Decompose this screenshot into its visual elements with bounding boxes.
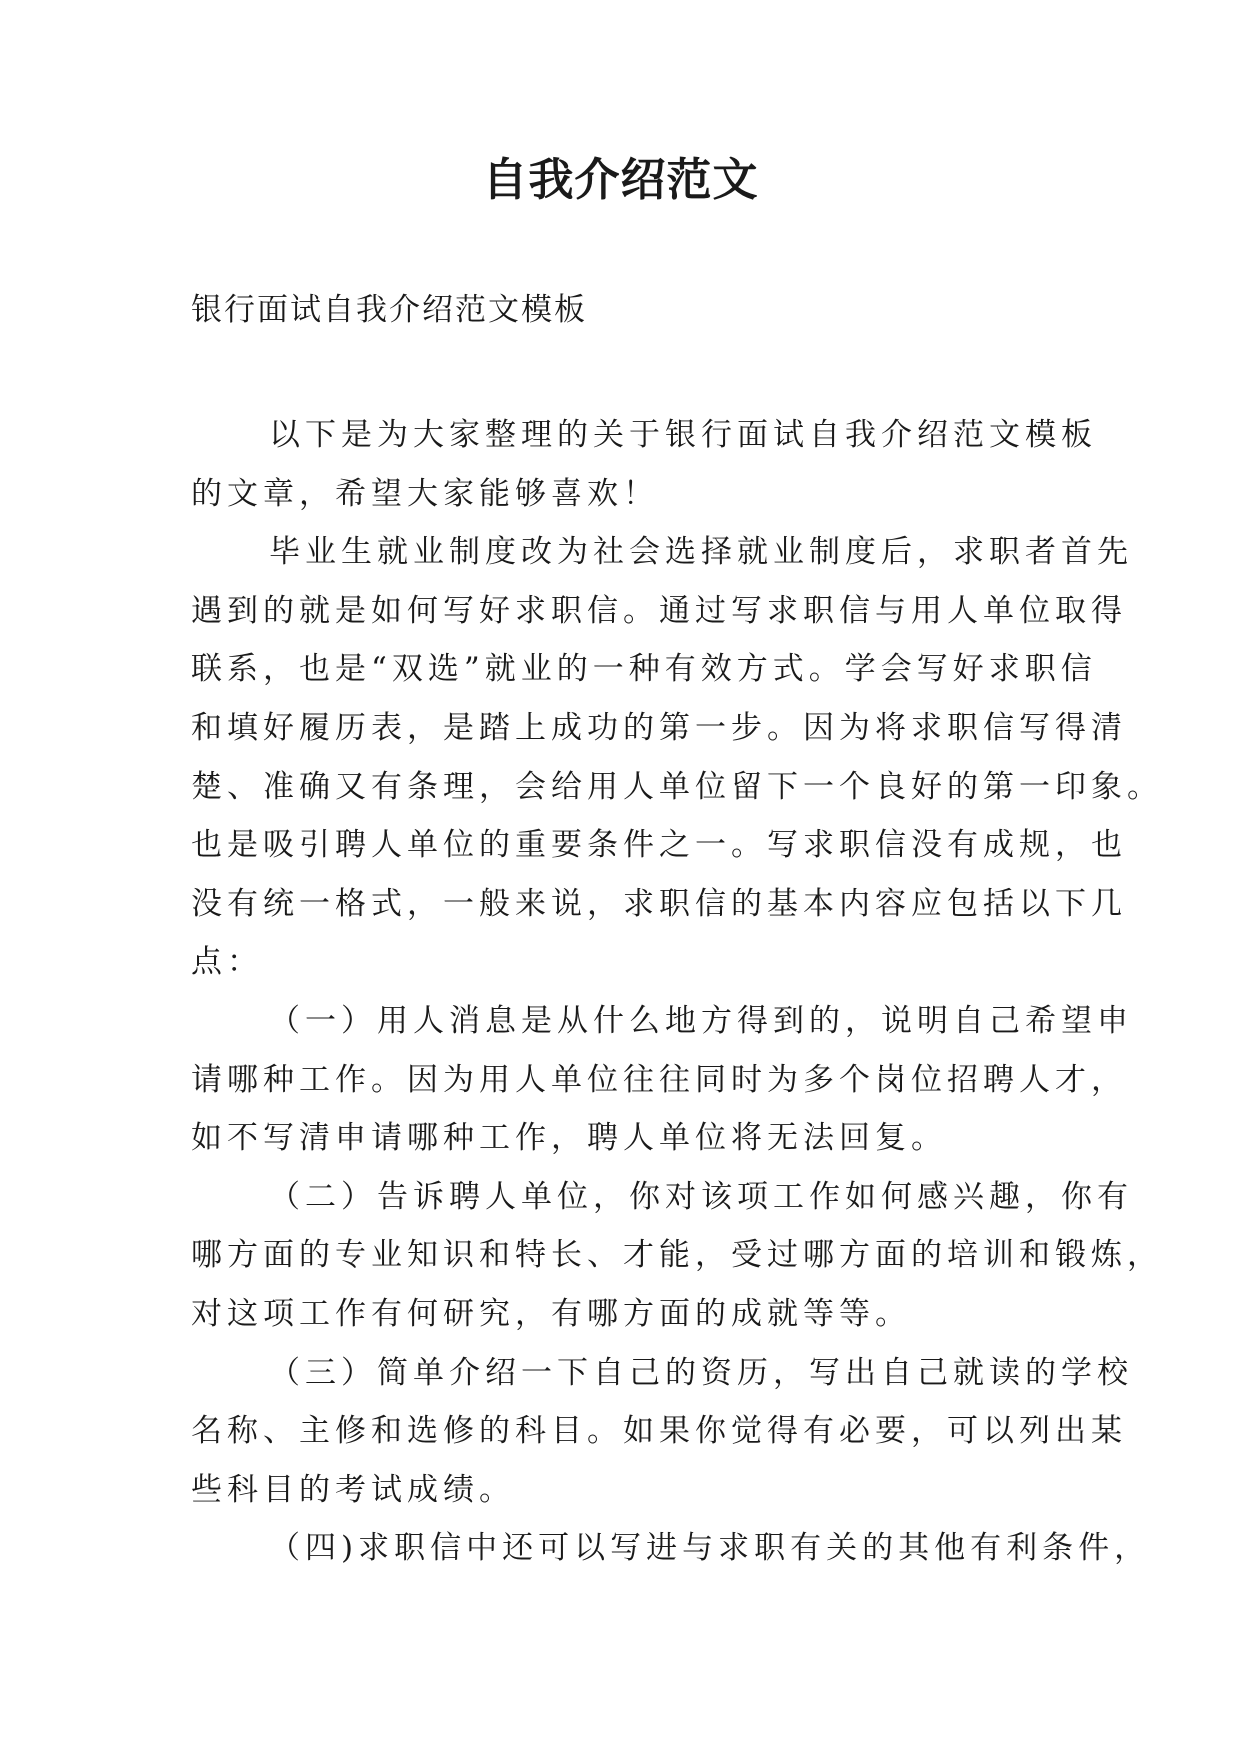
paragraph-line: 楚、准确又有条理，会给用人单位留下一个良好的第一印象。 — [191, 768, 1163, 805]
body-paragraph — [191, 1519, 1151, 1578]
document-body — [191, 406, 1163, 1578]
body-paragraph — [191, 1168, 1163, 1344]
paragraph-line: 联系，也是“双选”就业的一种有效方式。学会写好求职信 — [191, 651, 1097, 688]
paragraph-line: 以下是为大家整理的关于银行面试自我介绍范文模板 — [269, 417, 1097, 453]
body-paragraph — [191, 992, 1133, 1168]
paragraph-line: 和填好履历表，是踏上成功的第一步。因为将求职信写得清 — [191, 709, 1127, 746]
paragraph-line: （四)求职信中还可以写进与求职有关的其他有利条件， — [269, 1530, 1151, 1567]
paragraph-line: 点： — [191, 944, 263, 981]
paragraph-line: 没有统一格式，一般来说，求职信的基本内容应包括以下几 — [191, 885, 1127, 922]
body-paragraph — [191, 523, 1163, 992]
paragraph-line: 请哪种工作。因为用人单位往往同时为多个岗位招聘人才， — [191, 1061, 1127, 1098]
document-title: 自我介绍范文 — [482, 153, 759, 206]
paragraph-line: 遇到的就是如何写好求职信。通过写求职信与用人单位取得 — [191, 592, 1127, 629]
paragraph-line: 也是吸引聘人单位的重要条件之一。写求职信没有成规，也 — [191, 827, 1127, 864]
paragraph-line: 毕业生就业制度改为社会选择就业制度后，求职者首先 — [269, 534, 1133, 571]
paragraph-line: 哪方面的专业知识和特长、才能，受过哪方面的培训和锻炼， — [191, 1237, 1163, 1274]
document-subtitle: 银行面试自我介绍范文模板 — [191, 292, 587, 328]
paragraph-line: 名称、主修和选修的科目。如果你觉得有必要，可以列出某 — [191, 1413, 1127, 1450]
paragraph-line: 对这项工作有何研究，有哪方面的成就等等。 — [191, 1295, 911, 1332]
paragraph-line: 如不写清申请哪种工作，聘人单位将无法回复。 — [191, 1120, 947, 1157]
body-paragraph — [191, 1344, 1133, 1520]
paragraph-line: （一）用人消息是从什么地方得到的，说明自己希望申 — [269, 1002, 1133, 1039]
paragraph-line: （二）告诉聘人单位，你对该项工作如何感兴趣，你有 — [269, 1178, 1133, 1215]
paragraph-line: （三）简单介绍一下自己的资历，写出自己就读的学校 — [269, 1354, 1133, 1391]
body-paragraph — [191, 406, 1097, 523]
paragraph-line: 的文章，希望大家能够喜欢！ — [191, 475, 659, 512]
paragraph-line: 些科目的考试成绩。 — [191, 1471, 515, 1508]
